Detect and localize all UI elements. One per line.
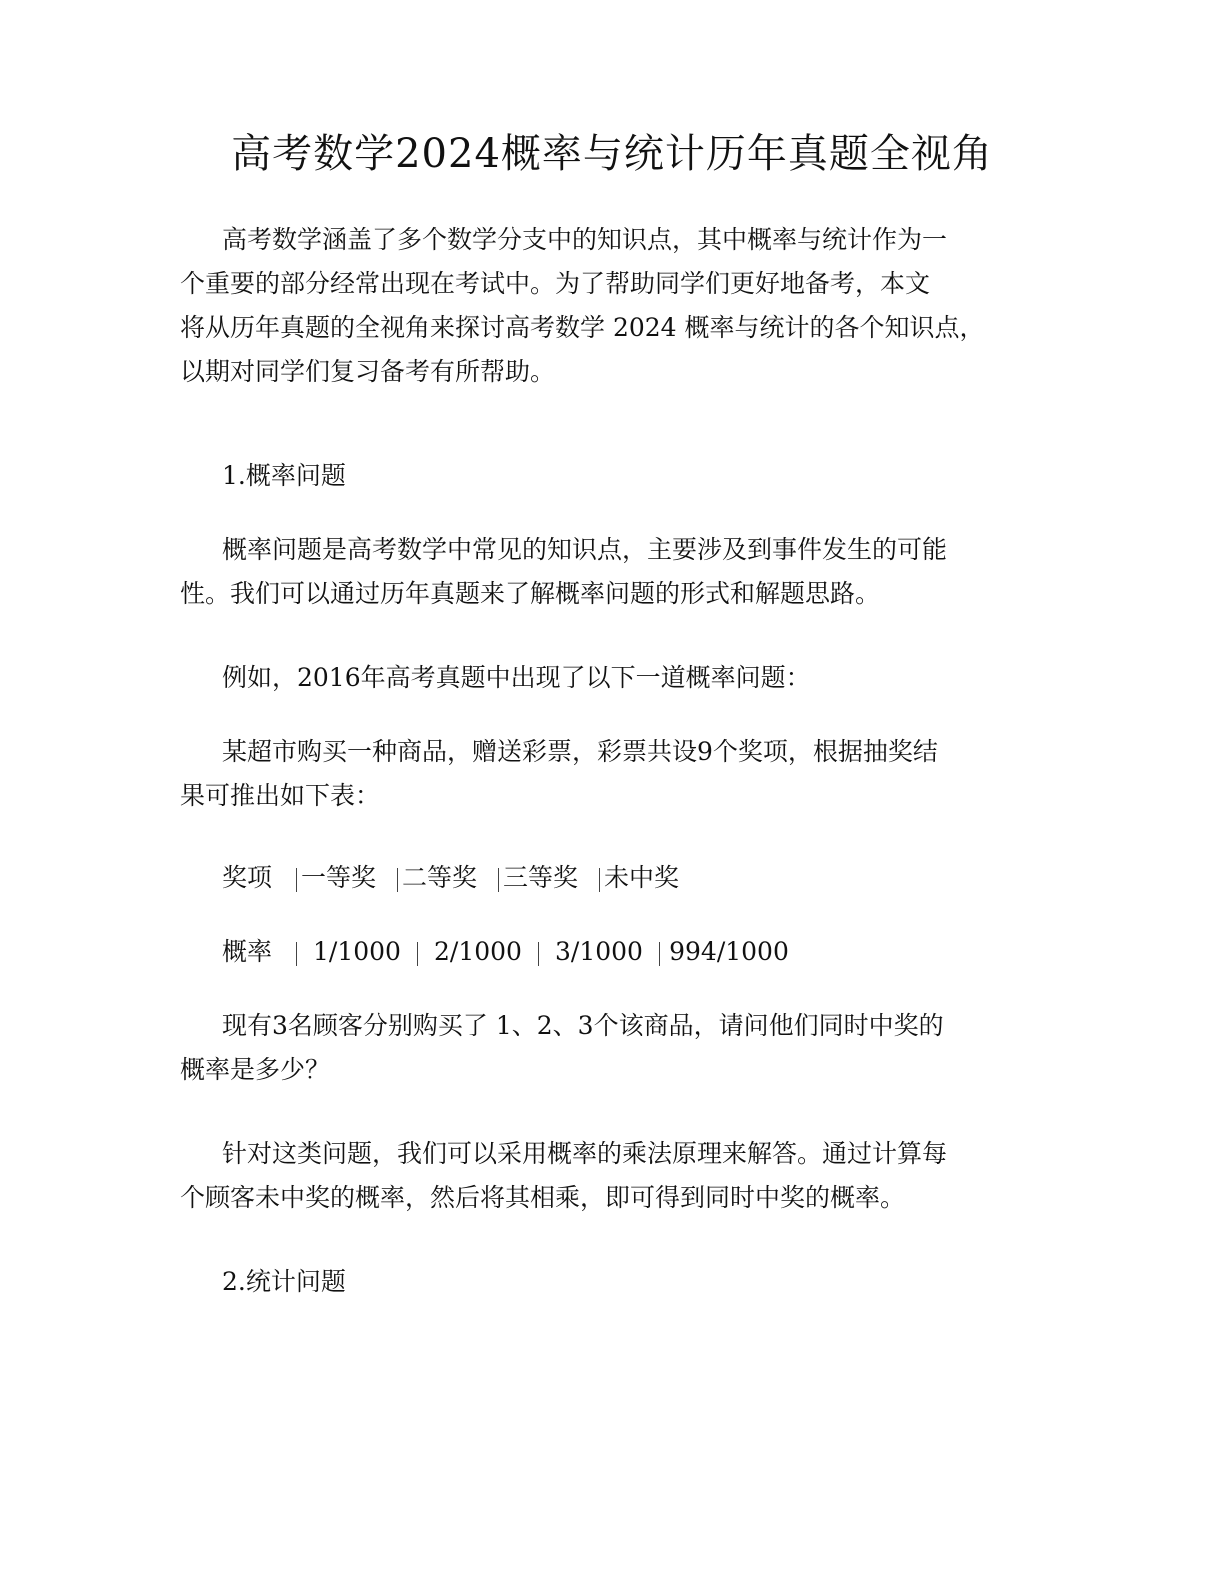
paragraph-line: 例如，2016年高考真题中出现了以下一道概率问题： (222, 663, 811, 692)
table-cell: 2/1000 (434, 937, 522, 966)
table-separator (296, 942, 297, 966)
table-cell: 二等奖 (402, 863, 478, 892)
table-cell: 一等奖 (301, 863, 377, 892)
prize-table-header-row (222, 856, 694, 900)
probability-paragraph-1 (180, 528, 1060, 616)
table-cell: 奖项 (222, 863, 273, 892)
paragraph-line: 将从历年真题的全视角来探讨高考数学 2024 概率与统计的各个知识点， (180, 313, 985, 342)
document-title: 高考数学2024概率与统计历年真题全视角 (231, 131, 993, 177)
paragraph-line: 概率是多少？ (180, 1055, 331, 1084)
table-separator (417, 942, 418, 966)
paragraph-line: 以期对同学们复习备考有所帮助。 (180, 357, 556, 386)
paragraph-line: 针对这类问题，我们可以采用概率的乘法原理来解答。通过计算每 (222, 1139, 948, 1168)
table-separator (599, 868, 600, 892)
table-cell: 3/1000 (555, 937, 643, 966)
paragraph-line: 高考数学涵盖了多个数学分支中的知识点，其中概率与统计作为一 (222, 225, 948, 254)
intro-paragraph (180, 218, 1060, 394)
paragraph-line: 性。我们可以通过历年真题来了解概率问题的形式和解题思路。 (180, 579, 881, 608)
paragraph-line: 某超市购买一种商品，赠送彩票，彩票共设9个奖项，根据抽奖结 (222, 737, 938, 766)
table-separator (296, 868, 297, 892)
paragraph-line: 概率问题是高考数学中常见的知识点，主要涉及到事件发生的可能 (222, 535, 948, 564)
probability-paragraph-3 (180, 730, 1060, 818)
section-heading-probability: 1.概率问题 (222, 461, 346, 490)
table-separator (659, 942, 660, 966)
table-separator (397, 868, 398, 892)
paragraph-line: 个顾客未中奖的概率，然后将其相乘，即可得到同时中奖的概率。 (180, 1183, 906, 1212)
probability-paragraph-4 (180, 1004, 1060, 1092)
probability-paragraph-5 (180, 1132, 1060, 1220)
probability-paragraph-2 (180, 656, 1060, 700)
paragraph-line: 果可推出如下表： (180, 781, 381, 810)
prize-table-probability-row (222, 930, 794, 974)
section-heading-statistics: 2.统计问题 (222, 1267, 346, 1296)
paragraph-line: 现有3名顾客分别购买了 1、2、3个该商品，请问他们同时中奖的 (222, 1011, 944, 1040)
table-separator (538, 942, 539, 966)
table-cell: 994/1000 (669, 937, 789, 966)
table-cell: 概率 (222, 937, 273, 966)
table-cell: 未中奖 (604, 863, 680, 892)
table-cell: 三等奖 (503, 863, 579, 892)
table-separator (498, 868, 499, 892)
paragraph-line: 个重要的部分经常出现在考试中。为了帮助同学们更好地备考，本文 (180, 269, 931, 298)
table-cell: 1/1000 (313, 937, 401, 966)
